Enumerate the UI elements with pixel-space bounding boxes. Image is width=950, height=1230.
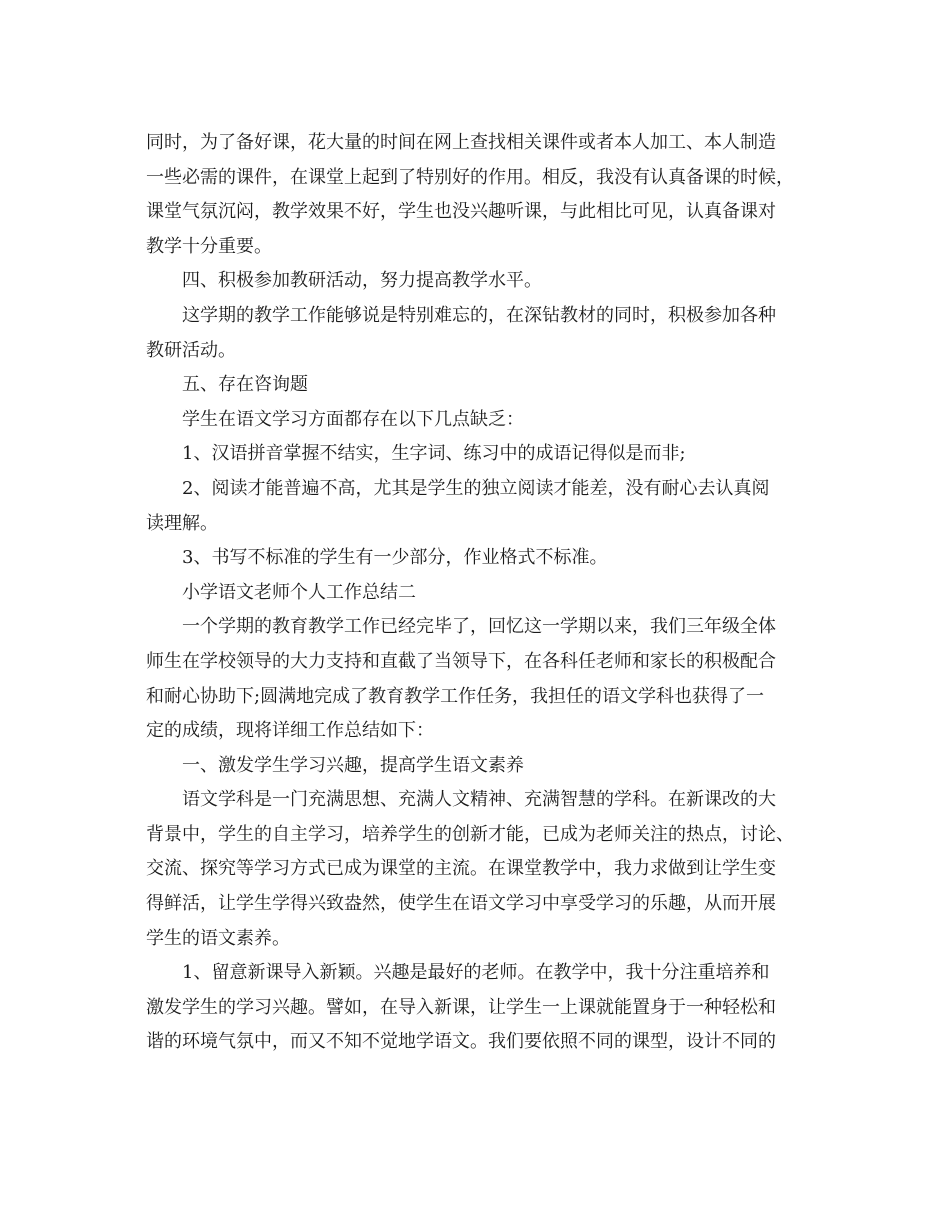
text-line: 激发学生的学习兴趣。譬如，在导入新课，让学生一上课就能置身于一种轻松和	[146, 996, 776, 1018]
text-line: 3、书写不标准的学生有一少部分，作业格式不标准。	[182, 547, 608, 569]
text-line: 小学语文老师个人工作总结二	[182, 581, 416, 603]
text-line: 1、汉语拼音掌握不结实，生字词、练习中的成语记得似是而非;	[182, 443, 686, 465]
text-line: 一、激发学生学习兴趣，提高学生语文素养	[182, 754, 524, 776]
text-line: 这学期的教学工作能够说是特别难忘的，在深钻教材的同时，积极参加各种	[182, 304, 776, 326]
text-line: 读理解。	[146, 512, 218, 534]
text-line: 1、留意新课导入新颖。兴趣是最好的老师。在教学中，我十分注重培养和	[182, 962, 770, 984]
text-line: 谐的环境气氛中，而又不知不觉地学语文。我们要依照不同的课型，设计不同的	[146, 1031, 776, 1053]
text-line: 学生的语文素养。	[146, 927, 290, 949]
text-line: 定的成绩，现将详细工作总结如下：	[146, 720, 434, 742]
text-line: 交流、探究等学习方式已成为课堂的主流。在课堂教学中，我力求做到让学生变	[146, 858, 776, 880]
text-line: 教学十分重要。	[146, 235, 272, 257]
text-line: 学生在语文学习方面都存在以下几点缺乏：	[182, 408, 524, 430]
text-line: 课堂气氛沉闷，教学效果不好，学生也没兴趣听课，与此相比可见，认真备课对	[146, 201, 776, 223]
text-line: 师生在学校领导的大力支持和直截了当领导下，在各科任老师和家长的积极配合	[146, 650, 776, 672]
text-line: 五、存在咨询题	[182, 374, 308, 396]
text-line: 背景中，学生的自主学习，培养学生的创新才能，已成为老师关注的热点，讨论、	[146, 823, 794, 845]
text-line: 得鲜活，让学生学得兴致盎然，使学生在语文学习中享受学习的乐趣，从而开展	[146, 893, 776, 915]
text-line: 2、阅读才能普遍不高，尤其是学生的独立阅读才能差，没有耐心去认真阅	[182, 477, 770, 499]
text-line: 四、积极参加教研活动，努力提高教学水平。	[182, 270, 542, 292]
text-line: 语文学科是一门充满思想、充满人文精神、充满智慧的学科。在新课改的大	[182, 789, 776, 811]
text-line: 同时，为了备好课，花大量的时间在网上查找相关课件或者本人加工、本人制造	[146, 132, 776, 153]
text-line: 教研活动。	[146, 339, 236, 361]
text-line: 一个学期的教育教学工作已经完毕了，回忆这一学期以来，我们三年级全体	[182, 616, 776, 638]
document-body	[146, 126, 808, 1060]
text-line: 一些必需的课件，在课堂上起到了特别好的作用。相反，我没有认真备课的时候，	[146, 166, 794, 188]
text-line: 和耐心协助下;圆满地完成了教育教学工作任务，我担任的语文学科也获得了一	[146, 685, 765, 707]
